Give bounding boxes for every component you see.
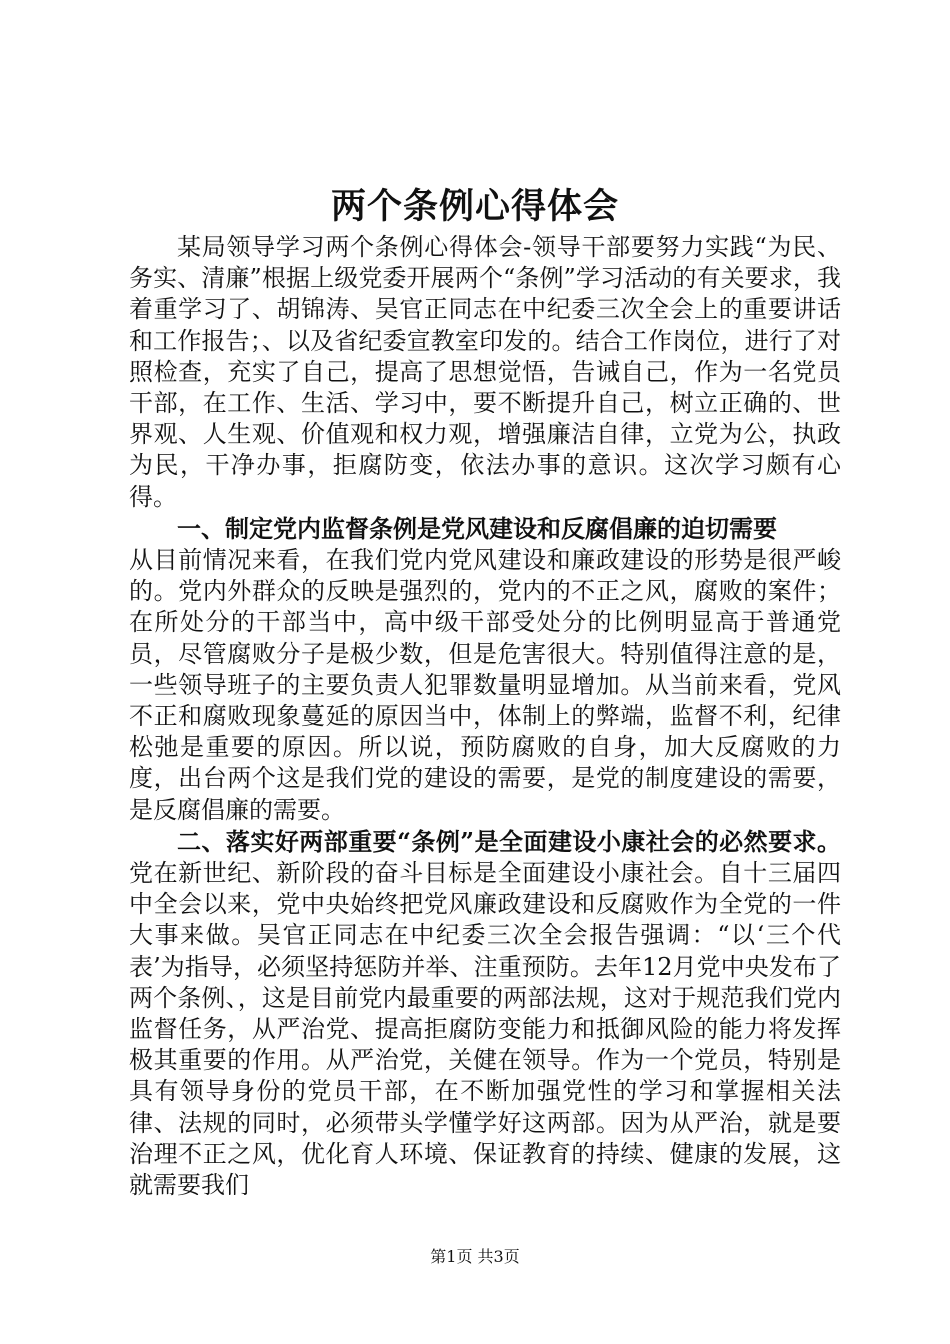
page-footer: 第1页 共3页 [430, 1247, 520, 1266]
section1-paragraph: 从目前情况来看，在我们党内党风建设和廉政建设的形势是很严峻的。党内外群众的反映是强烈的，党内的不正之风，腐败的案件；在所处分的干部当中，高中级干部受处分的比例明显高于普通党员，尽管腐败分子是极少数，但是危害很大。特别值得注意的是，一些领导班子的主要负责人犯罪数量明显增加。从当前来看，党风不正和腐败现象蔓延的原因当中，体制上的弊端，监督不利，纪律松弛是重要的原因。所以说，预防腐败的自身，加大反腐败的力度，出台两个这是我们党的建设的需要，是党的制度建设的需要，是反腐倡廉的需要。 [129, 546, 841, 824]
section2-heading: 二、落实好两部重要“条例”是全面建设小康社会的必然要求。 [177, 826, 841, 856]
intro-paragraph: 某局领导学习两个条例心得体会-领导干部要努力实践“为民、务实、清廉”根据上级党委开展两个“条例”学习活动的有关要求，我着重学习了、胡锦涛、吴官正同志在中纪委三次全会上的重要讲话和工作报告；、以及省纪委宣教室印发的。结合工作岗位，进行了对照检查，充实了自己，提高了思想觉悟，告诫自己，作为一名党员干部，在工作、生活、学习中，要不断提升自己，树立正确的、世界观、人生观、价值观和权力观，增强廉洁自律，立党为公，执政为民，干净办事，拒腐防变，依法办事的意识。这次学习颇有心得。 [129, 233, 841, 511]
document-body [129, 232, 841, 1201]
section2-body: 党在新世纪、新阶段的奋斗目标是全面建设小康社会。自十三届四中全会以来，党中央始终把党风廉政建设和反腐败作为全党的一件大事来做。吴官正同志在中纪委三次全会报告强调：“以‘三个代表’为指导，必须坚持惩防并举、注重预防。去年12月党中央发布了两个条例、，这是目前党内最重要的两部法规，这对于规范我们党内监督任务，从严治党、提高拒腐防变能力和抵御风险的能力将发挥极其重要的作用。从严治党，关健在领导。作为一个党员，特别是具有领导身份的党员干部，在不断加强党性的学习和掌握相关法律、法规的同时，必须带头学懂学好这两部。因为从严治，就是要治理不正之风，优化育人环境、保证教育的持续、健康的发展，这就需要我们 [129, 859, 841, 1200]
document-title: 两个条例心得体会 [330, 186, 619, 227]
section1-heading: 一、制定党内监督条例是党风建设和反腐倡廉的迫切需要 [177, 513, 777, 543]
section2-paragraph [129, 826, 841, 1201]
section1-heading-paragraph [129, 513, 841, 545]
